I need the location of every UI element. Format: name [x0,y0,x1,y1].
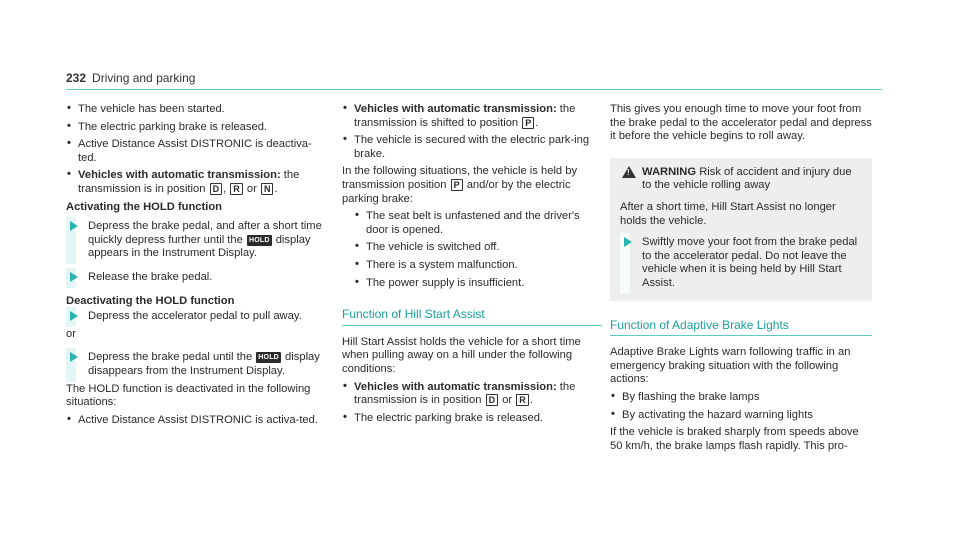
hill-start-assist-heading: Function of Hill Start Assist [342,308,602,326]
list-item: • The electric parking brake is released. [67,119,268,133]
body-text: In the following situations, the vehicle is held by transmission position P and/or by the electric parking brake: [342,165,578,205]
list-item: • Vehicles with automatic transmission: the transmission is shifted to position P . [343,102,576,129]
gear-r-icon: R [516,394,529,406]
list-item: • Active Distance Assist DISTRONIC is deactiva-ted. [67,137,312,164]
body-text: The HOLD function is deactivated in the following situations: [66,382,311,409]
bullet-icon: • [355,275,359,288]
hold-icon: HOLD [258,354,279,362]
list-item: • The seat belt is unfastened and the driver's door is opened. [355,209,580,236]
bullet-icon: • [67,137,71,150]
gear-p-icon: P [451,179,463,191]
page-header [66,72,195,86]
bullet-icon: • [355,257,359,270]
bullet-icon: • [67,412,71,425]
page-number: 232 [66,71,87,85]
bullet-icon: • [343,410,347,423]
bullet-icon: • [67,119,71,132]
bullet-icon: • [611,407,615,420]
list-item: • Active Distance Assist DISTRONIC is activa-ted. [67,412,318,426]
gear-r-icon: R [230,183,243,195]
warning-label: WARNING [642,165,697,178]
body-text: Adaptive Brake Lights warn following traffic in an emergency braking situation with the following actions: [610,346,851,386]
body-text: Hill Start Assist holds the vehicle for a short time when pulling away on a hill under the following conditions: [342,335,581,375]
bullet-icon: • [67,168,71,181]
column-3 [610,103,872,457]
header-rule [66,89,882,90]
list-item: • The vehicle is secured with the electric park-ing brake. [343,133,590,160]
step-arrow-icon [70,352,78,362]
list-item: • The vehicle has been started. [67,102,225,115]
bullet-icon: • [343,379,347,392]
bullet-icon: • [355,209,359,222]
instruction-step: Release the brake pedal. [66,271,328,285]
instruction-step: Depress the brake pedal until the HOLD display disappears from the Instrument Display. [66,351,328,378]
list-item: • The electric parking brake is released. [343,410,544,424]
gear-p-icon: P [522,117,534,129]
warning-title: ! WARNING Risk of accident and injury due to the vehicle rolling away [620,166,862,193]
hold-icon: HOLD [248,236,270,244]
instruction-step: Depress the brake pedal, and after a short time quickly depress further until the HOLD display appears in the Instrument Display. [66,220,328,261]
step-arrow-icon [70,221,78,231]
adaptive-brake-lights-heading: Function of Adaptive Brake Lights [610,319,872,337]
bullet-icon: • [343,102,347,114]
list-item: • By activating the hazard warning lights [611,407,813,421]
gear-d-icon: D [486,394,499,406]
bullet-icon: • [611,389,615,402]
instruction-step: Swiftly move your foot from the brake pedal to the accelerator pedal. Do not leave the vehicle when it is being held by Hill Start Assist. [620,236,862,290]
column-2 [342,103,602,429]
column-1 [66,103,328,431]
instruction-step: Depress the accelerator pedal to pull away. [66,310,328,324]
activating-heading: Activating the HOLD function [66,200,222,213]
warning-box [610,158,872,301]
bullet-icon: • [343,133,347,146]
step-arrow-icon [70,272,78,282]
gear-d-icon: D [210,183,223,195]
step-arrow-icon [624,237,632,247]
section-title: Driving and parking [92,71,196,85]
list-item: • There is a system malfunction. [355,257,518,271]
body-text: If the vehicle is braked sharply from speeds above 50 km/h, the brake lamps flash rapidly. This pro- [610,426,859,452]
body-text: This gives you enough time to move your foot from the brake pedal to the accelerator pedal and depress it before the vehicle begins to roll away. [610,103,872,143]
bullet-icon: • [67,102,71,114]
list-item: • Vehicles with automatic transmission: the transmission is in position D or R . [343,379,576,407]
gear-n-icon: N [261,183,274,195]
list-item: • Vehicles with automatic transmission: the transmission is in position D , R or N . [67,168,300,195]
or-text: or [66,327,76,340]
warning-text: After a short time, Hill Start Assist no longer holds the vehicle. [620,200,836,227]
list-item: • The power supply is insufficient. [355,275,525,289]
bullet-icon: • [355,240,359,253]
deactivating-heading: Deactivating the HOLD function [66,294,235,307]
step-arrow-icon [70,311,78,321]
list-item: • The vehicle is switched off. [355,240,500,254]
list-item: • By flashing the brake lamps [611,389,760,403]
